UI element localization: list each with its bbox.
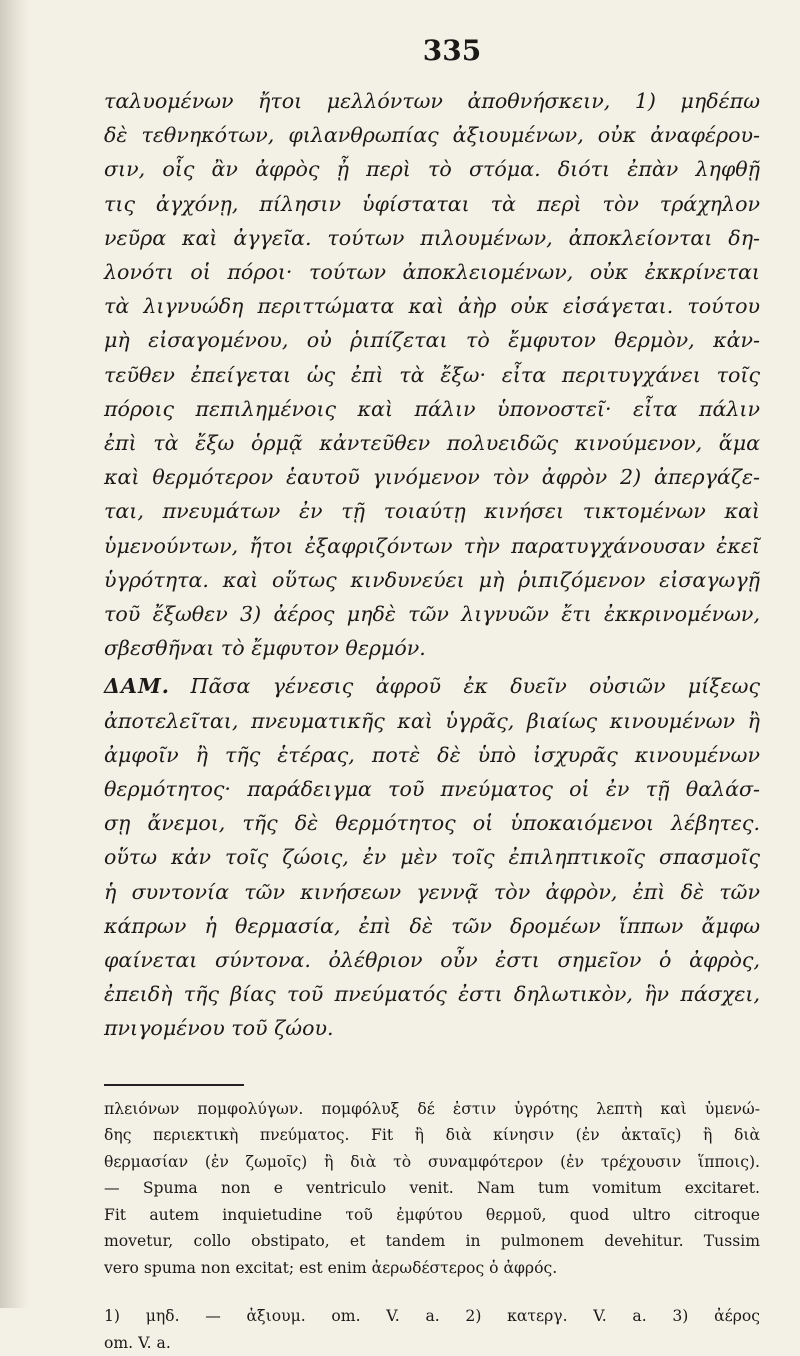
- footnote-line: vero spuma non excitat; est enim ἀερωδέστερος ὁ ἀφρός.: [104, 1258, 558, 1277]
- footnote-line: Fit autem inquietudine τοῦ ἐμφύτου θερμοῦ, quod ultro citroque: [104, 1205, 760, 1224]
- footnote-line: — Spuma non e ventriculo venit. Nam tum vomitum excitaret.: [104, 1179, 760, 1198]
- footnote-rule: [104, 1084, 244, 1086]
- text-line: ἐπὶ τὰ ἔξω ὁρμᾷ κἀντεῦθεν πολυειδῶς κινούμενον, ἅμα: [104, 431, 760, 456]
- text-line: νεῦρα καὶ ἀγγεῖα. τούτων πιλουμένων, ἀποκλείονται δη-: [104, 225, 760, 250]
- footnotes: [104, 1096, 760, 1282]
- paragraph-2: [104, 669, 760, 1045]
- text-line-with-speaker: [104, 669, 760, 703]
- text-line: δὲ τεθνηκότων, φιλανθρωπίας ἀξιουμένων, οὐκ ἀναφέρου-: [104, 123, 760, 148]
- variant-line: 1) μηδ. — ἀξιουμ. om. V. a. 2) κατεργ. V. a. 3) ἀέρος: [104, 1307, 760, 1326]
- text-line: ὑμενούντων, ἤτοι ἐξαφριζόντων τὴν παρατυγχάνουσαν ἐκεῖ: [104, 533, 760, 558]
- text-line: μὴ εἰσαγομένου, οὐ ῥιπίζεται τὸ ἔμφυτον θερμὸν, κἀν-: [104, 328, 760, 353]
- footnote-line: θερμασίαν (ἐν ζωμοῖς) ἢ διὰ τὸ συναμφότερον (ἐν τρέχουσιν ἵπποις).: [104, 1152, 760, 1171]
- text-line: τὰ λιγνυώδη περιττώματα καὶ ἀὴρ οὐκ εἰσάγεται. τούτου: [104, 294, 760, 319]
- text-line: οὕτω κἀν τοῖς ζώοις, ἐν μὲν τοῖς ἐπιληπτικοῖς σπασμοῖς: [104, 845, 760, 870]
- text-line: θερμότητος· παράδειγμα τοῦ πνεύματος οἱ ἐν τῇ θαλάσ-: [104, 777, 760, 802]
- text-line: πνιγομένου τοῦ ζώου.: [104, 1016, 334, 1041]
- page-number: 335: [422, 34, 482, 67]
- footnote-line: movetur, collo obstipato, et tandem in pulmonem devehitur. Tussim: [104, 1232, 760, 1251]
- text-line: ταλυομένων ἤτοι μελλόντων ἀποθνήσκειν, 1) μηδέπω: [104, 89, 760, 113]
- variant-readings: [104, 1303, 760, 1356]
- text-line: ἡ συντονία τῶν κινήσεων γεννᾷ τὸν ἀφρὸν, ἐπὶ δὲ τῶν: [104, 879, 760, 904]
- main-text: [104, 84, 760, 1046]
- text-line: τεῦθεν ἐπείγεται ὡς ἐπὶ τὰ ἔξω· εἶτα περιτυγχάνει τοῖς: [104, 362, 760, 387]
- text-line: ἐπειδὴ τῆς βίας τοῦ πνεύματός ἐστι δηλωτικὸν, ἣν πάσχει,: [104, 982, 760, 1007]
- paragraph-1: [104, 84, 760, 665]
- footnote-line: πλειόνων πομφολύγων. πομφόλυξ δέ ἐστιν ὑγρότης λεπτὴ καὶ ὑμενώ-: [104, 1099, 760, 1118]
- speaker-label: ΔΑΜ.: [104, 674, 170, 699]
- footnote-line: δης περιεκτικὴ πνεύματος. Fit ἢ διὰ κίνησιν (ἐν ἀκταῖς) ἢ διὰ: [104, 1126, 760, 1145]
- text-fragment: Πᾶσα γένεσις ἀφροῦ ἐκ δυεῖν οὐσιῶν μίξεως: [190, 674, 760, 699]
- text-line: ἀποτελεῖται, πνευματικῆς καὶ ὑγρᾶς, βιαίως κινουμένων ἢ: [104, 708, 760, 733]
- text-line: λονότι οἱ πόροι· τούτων ἀποκλειομένων, οὐκ ἐκκρίνεται: [104, 260, 760, 285]
- text-line: καὶ θερμότερον ἑαυτοῦ γινόμενον τὸν ἀφρὸν 2) ἀπεργάζε-: [104, 465, 760, 490]
- text-line: σιν, οἷς ἂν ἀφρὸς ᾖ περὶ τὸ στόμα. διότι ἐπὰν ληφθῇ: [104, 157, 760, 182]
- text-line: ται, πνευμάτων ἐν τῇ τοιαύτῃ κινήσει τικτομένων καὶ: [104, 499, 760, 524]
- text-line: φαίνεται σύντονα. ὀλέθριον οὖν ἐστι σημεῖον ὁ ἀφρὸς,: [104, 948, 760, 973]
- text-line: ἀμφοῖν ἢ τῆς ἑτέρας, ποτὲ δὲ ὑπὸ ἰσχυρᾶς κινουμένων: [104, 742, 760, 767]
- text-line: κάπρων ἡ θερμασία, ἐπὶ δὲ τῶν δρομέων ἵππων ἄμφω: [104, 913, 760, 938]
- variant-line: om. V. a.: [104, 1333, 171, 1352]
- text-line: τις ἀγχόνῃ, πίλησιν ὑφίσταται τὰ περὶ τὸν τράχηλον: [104, 191, 760, 216]
- text-line: σβεσθῆναι τὸ ἔμφυτον θερμόν.: [104, 636, 426, 661]
- text-line: ὑγρότητα. καὶ οὕτως κινδυνεύει μὴ ῥιπιζόμενον εἰσαγωγῇ: [104, 567, 760, 592]
- text-line: πόροις πεπιλημένοις καὶ πάλιν ὑπονοστεῖ· εἶτα πάλιν: [104, 396, 760, 421]
- text-line: τοῦ ἔξωθεν 3) ἀέρος μηδὲ τῶν λιγνυῶν ἔτι ἐκκρινομένων,: [104, 602, 760, 627]
- text-line: σῃ ἄνεμοι, τῆς δὲ θερμότητος οἱ ὑποκαιόμενοι λέβητες.: [104, 811, 760, 836]
